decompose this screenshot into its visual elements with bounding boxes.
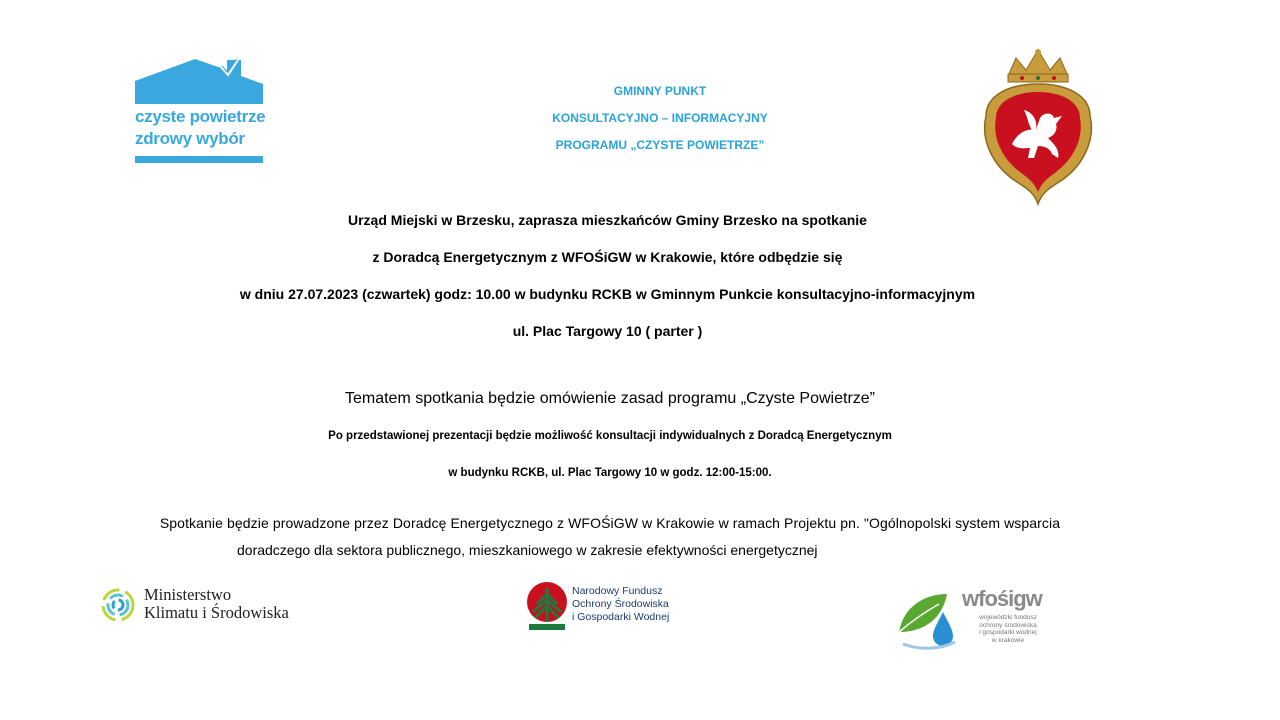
wfosigw-line-3: i gospodarki wodnej (979, 629, 1037, 636)
brzesko-coat-of-arms (978, 46, 1098, 206)
header-line: GMINNY PUNKT (613, 84, 707, 98)
czyste-powietrze-logo (135, 56, 265, 164)
wfosigw-logo (895, 582, 1055, 654)
nfosigw-tree-icon (525, 580, 569, 632)
ministry-climate-logo (100, 585, 360, 625)
logo-line-1: czyste powietrze (135, 107, 266, 126)
nfosigw-line-3: i Gospodarki Wodnej (572, 611, 670, 623)
leaf-drop-icon (895, 582, 961, 654)
logo-underline (135, 156, 263, 163)
invitation-line: Urząd Miejski w Brzesku, zaprasza mieszkańców Gminy Brzesko na spotkanie (348, 212, 867, 228)
header-line: PROGRAMU „CZYSTE POWIETRZE” (555, 138, 765, 152)
meeting-topic: Tematem spotkania będzie omówienie zasad programu „Czyste Powietrze” (344, 390, 875, 407)
ministry-swirl-icon (100, 587, 136, 623)
invitation-line: ul. Plac Targowy 10 ( parter ) (512, 323, 703, 339)
crest-icon (978, 46, 1098, 206)
project-line-1: Spotkanie będzie prowadzone przez Doradcę Energetycznego z WFOŚiGW w Krakowie w ramach Projektu pn. "Ogólnopolski system wsparcia (159, 515, 1061, 531)
nfosigw-logo (525, 580, 685, 635)
invitation-line: w dniu 27.07.2023 (czwartek) godz: 10.00 w budynku RCKB w Gminnym Punkcie konsultacyjno-informacyjnym (239, 286, 976, 302)
ministry-name (144, 586, 289, 622)
invitation-text (150, 210, 1065, 358)
consultation-place-time: w budynku RCKB, ul. Plac Targowy 10 w godz. 12:00-15:00. (448, 467, 772, 479)
ministry-name-line-2: Klimatu i Środowiska (144, 603, 289, 622)
wfosigw-line-2: ochrony środowiska (979, 621, 1037, 629)
nfosigw-line-2: Ochrony Środowiska (572, 598, 669, 610)
wfosigw-full-name (968, 614, 1048, 644)
wfosigw-line-4: w krakowie (991, 636, 1025, 644)
nfosigw-line-1: Narodowy Fundusz (572, 585, 663, 597)
nfosigw-name (572, 585, 669, 624)
project-description (100, 515, 1120, 558)
logo-line-2: zdrowy wybór (135, 129, 245, 148)
consultation-info: Po przedstawionej prezentacji będzie możliwość konsultacji indywidualnych z Doradcą Energetycznym (328, 430, 892, 442)
project-line-2: doradczego dla sektora publicznego, mieszkaniowego w zakresie efektywności energetycznej (237, 542, 818, 558)
invitation-line: z Doradcą Energetycznym z WFOŚiGW w Krakowie, które odbędzie się (372, 249, 843, 265)
wfosigw-wordmark: wfośigw (962, 586, 1042, 611)
program-header (440, 84, 880, 165)
wfosigw-line-1: wojewódzki fundusz (979, 614, 1037, 621)
header-line: KONSULTACYJNO – INFORMACYJNY (552, 111, 768, 125)
ministry-name-line-1: Ministerstwo (144, 585, 232, 604)
